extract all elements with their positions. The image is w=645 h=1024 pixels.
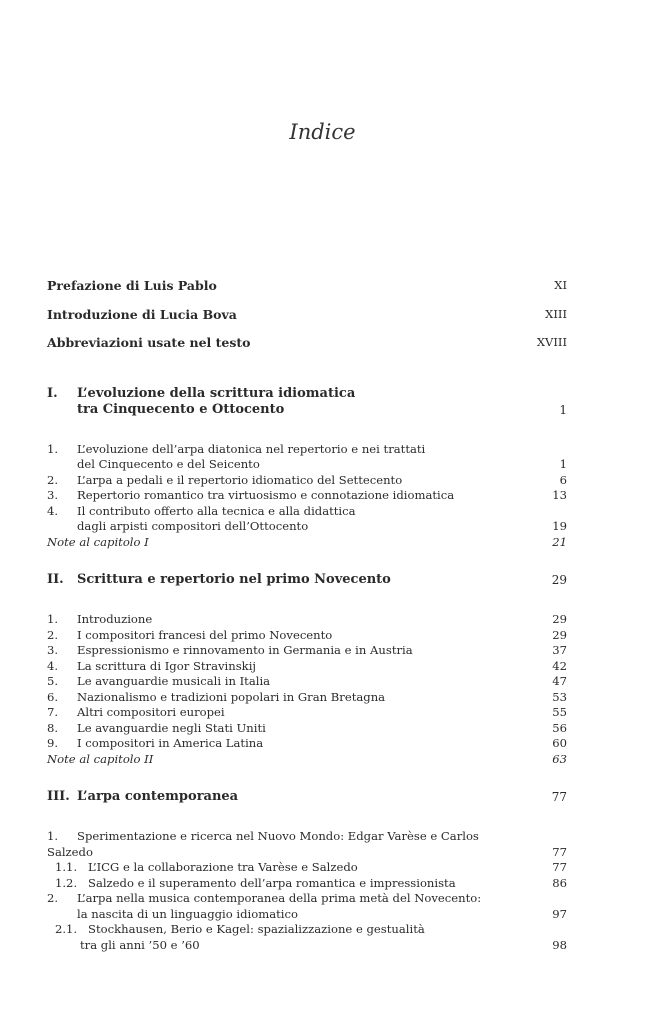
section-title: L’arpa a pedali e il repertorio idiomatico del Settecento (77, 472, 403, 487)
section-title-line-1: Il contributo offerto alla tecnica e alla didattica (77, 503, 356, 518)
notes-title: Note al capitolo I (47, 534, 149, 549)
section-page: 47 (552, 674, 567, 688)
section-number: 7. (47, 705, 59, 719)
section-page: 53 (552, 689, 567, 704)
chapter-title: L’arpa contemporanea (77, 789, 239, 804)
section-title: Nazionalismo e tradizioni popolari in Gran Bretagna (77, 689, 386, 704)
toc-entry-1-1 (47, 442, 567, 473)
chapter-page: 29 (551, 573, 567, 587)
chapter-3-heading (47, 789, 567, 805)
section-page: 1 (559, 457, 567, 471)
chapter-title-line-2: tra Cinquecento e Ottocento (77, 401, 285, 417)
toc-entry-2-2 (47, 628, 567, 644)
page-title: Indice (289, 120, 356, 144)
section-title-line-1: L’evoluzione dell’arpa diatonica nel repertorio e nei trattati (77, 441, 426, 456)
toc-entry-text: Prefazione di Luis Pablo (47, 278, 217, 293)
toc-entry-1-4 (47, 504, 567, 535)
toc-entry-2-4 (47, 659, 567, 675)
section-title-line-2: tra gli anni ’50 e ’60 (80, 937, 200, 952)
section-title: Sperimentazione e ricerca nel Nuovo Mondo: Edgar Varèse e Carlos Salzedo (47, 829, 479, 859)
toc-entry-2-1 (47, 612, 567, 628)
notes-page: 63 (552, 751, 567, 766)
section-page: 56 (552, 720, 567, 735)
section-page: 77 (552, 860, 567, 874)
section-number: 6. (47, 689, 59, 704)
toc-entry-3-1-1 (47, 860, 567, 876)
section-page: 13 (552, 488, 567, 502)
section-page: 86 (552, 875, 567, 890)
section-number: 4. (47, 658, 59, 673)
section-title: I compositori in America Latina (77, 736, 264, 750)
section-title-line-2: del Cinquecento e del Seicento (77, 457, 260, 471)
section-page: 29 (552, 627, 567, 642)
toc-entry-notes-1 (47, 535, 567, 551)
toc-entry-text: Introduzione di Lucia Bova (47, 306, 237, 322)
section-title: Repertorio romantico tra virtuosismo e connotazione idiomatica (77, 488, 455, 502)
toc-entry-page: XVIII (536, 335, 567, 349)
section-title-line-2: dagli arpisti compositori dell’Ottocento (77, 519, 309, 533)
toc-entry-abbreviations (47, 335, 567, 351)
section-page: 37 (552, 643, 567, 657)
toc-entry-3-1 (47, 829, 567, 860)
toc-entry-text: Abbreviazioni usate nel testo (47, 335, 251, 350)
toc-entry-introduction (47, 307, 567, 323)
toc-entry-3-2-1 (47, 922, 567, 953)
toc-entry-2-9 (47, 736, 567, 752)
toc-entry-1-3 (47, 488, 567, 504)
section-number: 1. (47, 829, 59, 843)
section-number: 2. (47, 891, 59, 905)
section-title: I compositori francesi del primo Novecento (77, 627, 333, 642)
chapter-number: II. (47, 572, 64, 587)
section-number: 5. (47, 674, 59, 688)
chapter-1-heading (47, 386, 567, 418)
section-page: 42 (552, 658, 567, 673)
section-title: Altri compositori europei (77, 705, 225, 719)
section-page: 77 (552, 844, 567, 859)
section-title: L’ICG e la collaborazione tra Varèse e Salzedo (88, 860, 358, 874)
chapter-page: 1 (559, 402, 567, 417)
toc-entry-3-1-2 (47, 876, 567, 892)
table-of-contents (47, 278, 567, 953)
toc-entry-2-8 (47, 721, 567, 737)
section-page: 29 (552, 612, 567, 626)
section-title: Le avanguardie negli Stati Uniti (77, 720, 266, 735)
chapter-number: III. (47, 789, 70, 804)
section-page: 97 (552, 906, 567, 921)
chapter-number: I. (47, 385, 58, 401)
chapter-title-line-1: L’evoluzione della scrittura idiomatica (77, 385, 356, 401)
section-number: 9. (47, 736, 59, 750)
chapter-title: Scrittura e repertorio nel primo Novecento (77, 572, 391, 587)
notes-title: Note al capitolo II (47, 751, 154, 766)
section-page: 6 (559, 472, 567, 487)
toc-entry-2-7 (47, 705, 567, 721)
section-number: 8. (47, 720, 59, 735)
toc-entry-2-5 (47, 674, 567, 690)
section-page: 60 (552, 736, 567, 750)
section-title: Espressionismo e rinnovamento in Germania e in Austria (77, 643, 413, 657)
chapter-page: 77 (551, 790, 567, 804)
section-title: Le avanguardie musicali in Italia (77, 674, 271, 688)
section-number: 1. (47, 441, 59, 456)
chapter-2-heading (47, 572, 567, 588)
section-title-line-1: Stockhausen, Berio e Kagel: spazializzazione e gestualità (88, 922, 425, 936)
toc-entry-2-3 (47, 643, 567, 659)
toc-entry-page: XI (554, 278, 567, 292)
section-number: 3. (47, 488, 59, 502)
toc-entry-notes-2 (47, 752, 567, 768)
toc-entry-2-6 (47, 690, 567, 706)
section-number: 1.1. (55, 860, 78, 874)
toc-entry-1-2 (47, 473, 567, 489)
notes-page: 21 (552, 534, 567, 549)
section-number: 1.2. (55, 875, 78, 890)
section-title: Salzedo e il superamento dell’arpa romantica e impressionista (88, 875, 456, 890)
section-title-line-1: L’arpa nella musica contemporanea della prima metà del Novecento: (77, 891, 482, 905)
section-title-line-2: la nascita di un linguaggio idiomatico (77, 906, 298, 921)
section-number: 1. (47, 612, 59, 626)
toc-entry-3-2 (47, 891, 567, 922)
section-page: 55 (552, 705, 567, 719)
section-title: Introduzione (77, 612, 153, 626)
section-title: La scrittura di Igor Stravinskij (77, 658, 256, 673)
section-page: 98 (552, 937, 567, 952)
section-number: 2. (47, 472, 59, 487)
section-number: 3. (47, 643, 59, 657)
section-number: 4. (47, 503, 59, 518)
toc-entry-page: XIII (545, 306, 567, 321)
section-number: 2.1. (55, 922, 78, 936)
section-page: 19 (552, 519, 567, 533)
section-number: 2. (47, 627, 59, 642)
toc-entry-preface (47, 278, 567, 294)
